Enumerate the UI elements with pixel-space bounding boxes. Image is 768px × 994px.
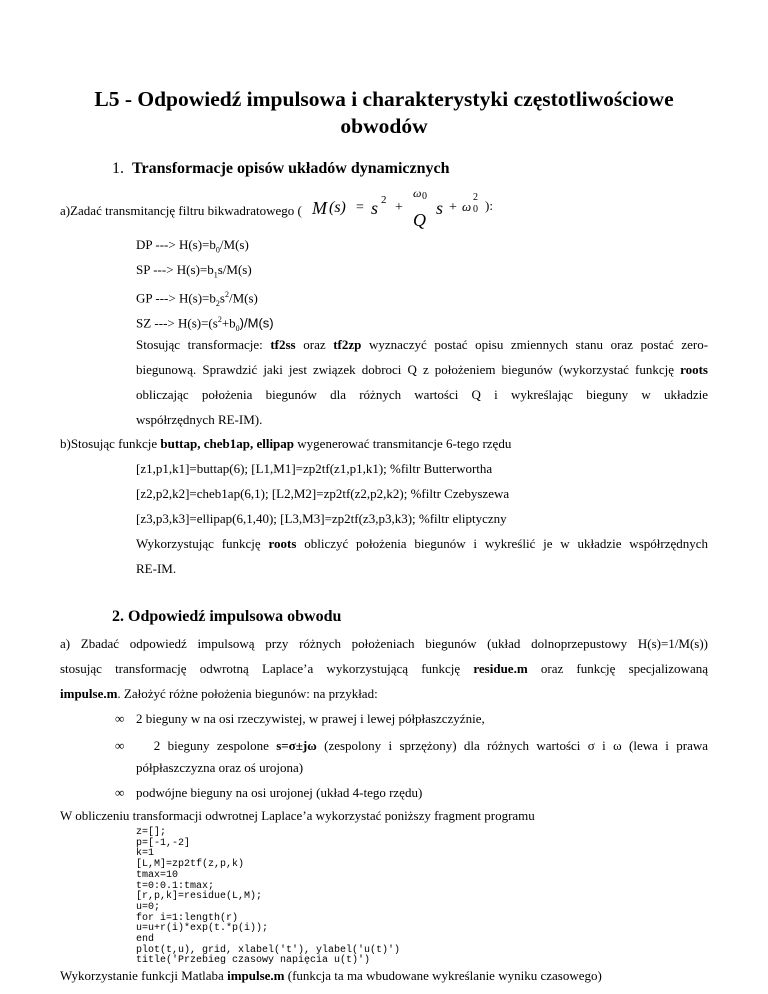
filter-sp: SP ---> $H(s)=b_1s/M(s)$ xyxy=(136,262,252,280)
transfer-formula: M (s) = s 2 + ω 0 Q s + ω 2 0 ): xyxy=(312,186,493,230)
filter-gp: GP ---> $H(s)=b_2s^2/M(s)$ xyxy=(136,290,258,308)
code-intro: W obliczeniu transformacji odwrotnej Laplace’a wykorzystać poniższy fragment programu xyxy=(60,808,535,823)
filter-sz: SZ ---> $H(s)=(s^2+b_0)/M(s)$ xyxy=(136,315,274,333)
bullet-icon: ∞ xyxy=(115,711,125,726)
sec2-para-line-1: a) Zbadać odpowiedź impulsową przy różnych położeniach biegunów (układ dolnoprzepustowy H(s)=1/M(s)) xyxy=(60,636,708,651)
para-a-line-4: współrzędnych RE-IM). xyxy=(136,412,263,427)
roots-para-line-2: RE-IM. xyxy=(136,561,177,576)
code-butterworth: [z1,p1,k1]=buttap(6); [L1,M1]=zp2tf(z1,p1,k1); %filtr Butterwortha xyxy=(136,461,493,476)
section-2-heading: 2. Odpowiedź impulsowa obwodu xyxy=(112,608,342,625)
roots-para-line-1: Wykorzystując funkcję roots obliczyć położenia biegunów i wykreślić je w układzie współrzędnych xyxy=(136,536,709,551)
code-czebyszew: [z2,p2,k2]=cheb1ap(6,1); [L2,M2]=zp2tf(z2,p2,k2); %filtr Czebyszewa xyxy=(136,486,510,501)
title-line-2: obwodów xyxy=(340,114,428,138)
para-a-line-1: Stosując transformacje: tf2ss oraz tf2zp wyznaczyć postać opisu zmiennych stanu oraz postać zero- xyxy=(136,337,709,352)
para-a-line-2: biegunową. Sprawdzić jaki jest związek dobroci Q z położeniem biegunów (wykorzystać funkcję roots xyxy=(136,362,708,377)
bullet-icon: ∞ xyxy=(115,785,125,800)
section-1-title: Transformacje opisów układów dynamicznych xyxy=(132,160,450,177)
section-1-number: 1. xyxy=(112,160,124,177)
item-b-intro: b)Stosując funkcje buttap, cheb1ap, ellipap wygenerować transmitancje 6-tego rzędu xyxy=(60,436,512,451)
filter-dp: DP ---> $H(s)=b_0/M(s)$ xyxy=(136,237,249,255)
sec2-para-line-3: impulse.m. Założyć różne położenia biegunów: na przykład: xyxy=(60,686,378,701)
bullet-icon: ∞ xyxy=(115,738,125,753)
section-1-heading xyxy=(112,160,450,178)
bullet-2-line-2: półpłaszczyzna oraz oś urojona) xyxy=(136,760,304,775)
item-a-intro: a)Zadać transmitancję filtru bikwadratowego ( xyxy=(60,203,302,218)
title-line-1: L5 - Odpowiedź impulsowa i charakterystyki częstotliwościowe xyxy=(94,87,674,111)
para-a-line-3: obliczając położenia biegunów dla różnych wartości Q i wykreślając bieguny w układzie xyxy=(136,387,708,402)
sec2-para-line-2: stosując transformację odwrotną Laplace’a wykorzystującą funkcję residue.m oraz funkcję specjalizowaną xyxy=(60,661,708,676)
bullet-2-line-1: ∞ 2 bieguny zespolone s=σ±jω (zespolony i sprzężony) dla różnych wartości σ i ω (lewa i prawa xyxy=(115,738,709,753)
bullet-3: ∞ podwójne bieguny na osi urojonej (układ 4-tego rzędu) xyxy=(115,785,423,800)
matlab-code-block: z=[]; p=[-1,-2] k=1 [L,M]=zp2tf(z,p,k) tmax=10 t=0:0.1:tmax; [r,p,k]=residue(L,M); u=0; for i=1:length(r) u=u+r(i)*exp(t.*p(i)); end plot(t,u), grid, xlabel('t'), ylabel('u(t)') title('Przebieg czasowy napięcia u(t)') xyxy=(136,827,401,967)
bullet-1: ∞ 2 bieguny w na osi rzeczywistej, w prawej i lewej półpłaszczyźnie, xyxy=(115,711,485,726)
code-eliptyczny: [z3,p3,k3]=ellipap(6,1,40); [L3,M3]=zp2tf(z3,p3,k3); %filtr eliptyczny xyxy=(136,511,507,526)
impulse-line: Wykorzystanie funkcji Matlaba impulse.m (funkcja ta ma wbudowane wykreślanie wyniku czasowego) xyxy=(60,968,602,983)
page-title xyxy=(60,86,708,140)
